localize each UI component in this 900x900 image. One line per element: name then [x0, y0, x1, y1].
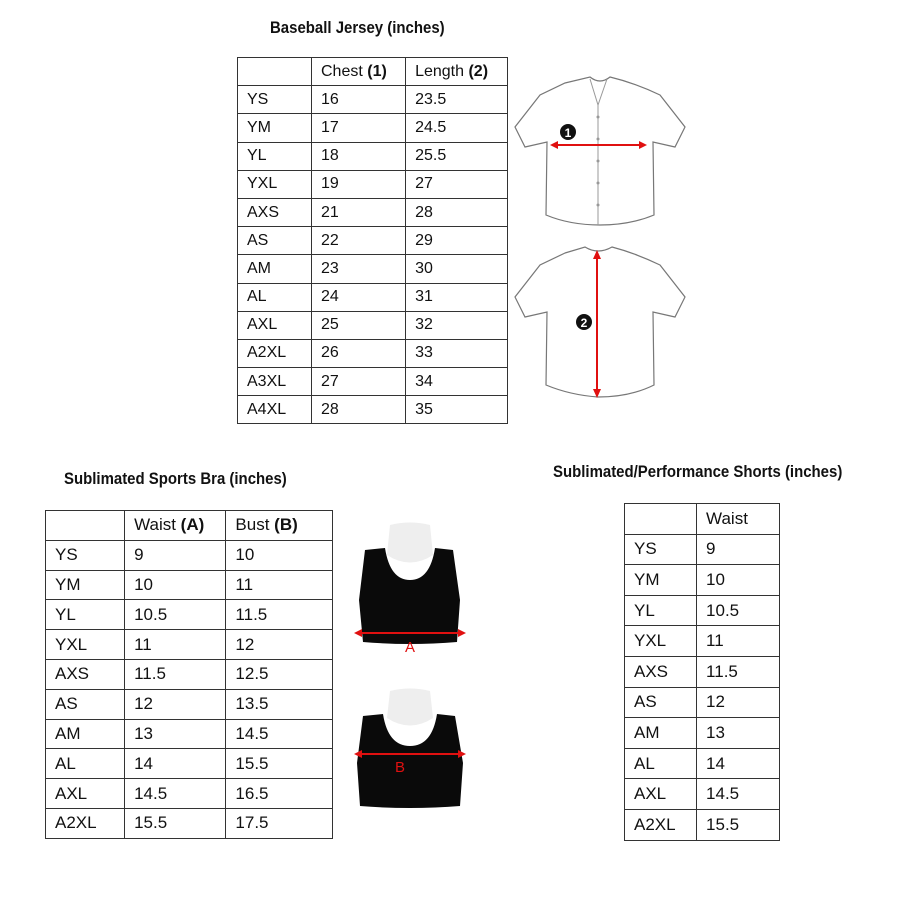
- measurement-cell: 10.5: [697, 595, 780, 626]
- table-row: [238, 198, 508, 226]
- measurement-cell: 26: [312, 339, 406, 367]
- measurement-cell: 11: [697, 626, 780, 657]
- header-label: Bust: [235, 515, 275, 535]
- size-cell: AXS: [625, 656, 697, 687]
- table-row: [625, 718, 780, 749]
- measurement-cell: 24.5: [406, 114, 508, 142]
- size-cell: YL: [238, 142, 312, 170]
- table-row: [625, 779, 780, 810]
- table-row: [238, 142, 508, 170]
- svg-text:A: A: [404, 639, 416, 655]
- measurement-cell: 31: [406, 283, 508, 311]
- size-cell: A2XL: [46, 808, 125, 838]
- size-cell: YL: [625, 595, 697, 626]
- table-row: [625, 626, 780, 657]
- measurement-cell: 33: [406, 339, 508, 367]
- table-row: [46, 749, 333, 779]
- measurement-cell: 12: [226, 630, 333, 660]
- table-row: [46, 540, 333, 570]
- measurement-cell: 15.5: [125, 808, 226, 838]
- measurement-cell: 12: [697, 687, 780, 718]
- table-row: [625, 595, 780, 626]
- shorts-size-table: [624, 503, 780, 841]
- table-header-row: [46, 511, 333, 541]
- table-row: [625, 748, 780, 779]
- measurement-cell: 9: [125, 540, 226, 570]
- table-row: [238, 255, 508, 283]
- measurement-cell: 35: [406, 396, 508, 424]
- jersey-size-table: [237, 57, 508, 424]
- measurement-cell: 28: [312, 396, 406, 424]
- measurement-cell: 11.5: [125, 659, 226, 689]
- svg-text:1: 1: [564, 126, 572, 140]
- sports-bra-bust-illustration: [345, 688, 475, 813]
- size-cell: YS: [238, 86, 312, 114]
- measurement-cell: 23: [312, 255, 406, 283]
- size-cell: AS: [46, 689, 125, 719]
- table-header-row: [625, 504, 780, 535]
- measurement-cell: 11.5: [226, 600, 333, 630]
- header-label: Chest: [321, 62, 368, 80]
- measurement-cell: 11: [125, 630, 226, 660]
- measurement-cell: 17: [312, 114, 406, 142]
- measurement-cell: 13: [125, 719, 226, 749]
- sports-bra-waist-illustration: [345, 520, 475, 655]
- size-cell: YM: [46, 570, 125, 600]
- measurement-cell: 28: [406, 198, 508, 226]
- measurement-cell: 10.5: [125, 600, 226, 630]
- size-cell: YXL: [625, 626, 697, 657]
- table-row: [238, 368, 508, 396]
- jersey-front-illustration: [510, 75, 690, 235]
- bra-title: Sublimated Sports Bra (inches): [64, 469, 287, 488]
- table-row: [238, 114, 508, 142]
- size-cell: A2XL: [238, 339, 312, 367]
- measurement-cell: 27: [406, 170, 508, 198]
- column-header: [406, 58, 508, 86]
- table-header-row: [238, 58, 508, 86]
- size-cell: A2XL: [625, 809, 697, 840]
- size-cell: YM: [625, 565, 697, 596]
- size-cell: AM: [625, 718, 697, 749]
- table-row: [46, 808, 333, 838]
- table-row: [46, 630, 333, 660]
- size-cell: YS: [46, 540, 125, 570]
- measurement-cell: 18: [312, 142, 406, 170]
- measurement-cell: 13.5: [226, 689, 333, 719]
- column-header: [46, 511, 125, 541]
- measurement-cell: 16.5: [226, 779, 333, 809]
- header-number: (1): [367, 62, 387, 80]
- size-cell: AXL: [46, 779, 125, 809]
- table-row: [625, 809, 780, 840]
- size-cell: AL: [625, 748, 697, 779]
- measurement-cell: 10: [226, 540, 333, 570]
- measurement-cell: 16: [312, 86, 406, 114]
- measurement-cell: 14.5: [125, 779, 226, 809]
- measurement-cell: 22: [312, 227, 406, 255]
- measurement-cell: 13: [697, 718, 780, 749]
- measurement-cell: 34: [406, 368, 508, 396]
- measurement-cell: 21: [312, 198, 406, 226]
- table-row: [238, 227, 508, 255]
- header-label: Waist: [134, 515, 181, 535]
- measurement-cell: 29: [406, 227, 508, 255]
- size-cell: AM: [46, 719, 125, 749]
- size-cell: AL: [46, 749, 125, 779]
- column-header: [238, 58, 312, 86]
- table-row: [238, 311, 508, 339]
- size-cell: AS: [625, 687, 697, 718]
- table-row: [46, 659, 333, 689]
- measurement-cell: 25.5: [406, 142, 508, 170]
- table-row: [46, 779, 333, 809]
- measurement-cell: 12: [125, 689, 226, 719]
- measurement-cell: 23.5: [406, 86, 508, 114]
- header-number: (A): [180, 515, 205, 535]
- shorts-title: Sublimated/Performance Shorts (inches): [553, 462, 843, 481]
- size-cell: AL: [238, 283, 312, 311]
- column-header: [312, 58, 406, 86]
- table-row: [625, 534, 780, 565]
- table-row: [238, 283, 508, 311]
- measurement-cell: 14.5: [697, 779, 780, 810]
- size-cell: AXL: [625, 779, 697, 810]
- bra-size-table: [45, 510, 333, 839]
- table-row: [46, 689, 333, 719]
- column-header: [125, 511, 226, 541]
- column-header: [226, 511, 333, 541]
- size-cell: YM: [238, 114, 312, 142]
- size-cell: AM: [238, 255, 312, 283]
- measurement-cell: 15.5: [226, 749, 333, 779]
- size-cell: AXS: [238, 198, 312, 226]
- measurement-cell: 27: [312, 368, 406, 396]
- measurement-cell: 30: [406, 255, 508, 283]
- header-number: (2): [468, 62, 489, 80]
- measurement-cell: 11.5: [697, 656, 780, 687]
- column-header: [625, 504, 697, 535]
- header-label: Waist: [706, 508, 748, 528]
- size-cell: YXL: [238, 170, 312, 198]
- table-row: [238, 170, 508, 198]
- table-row: [46, 600, 333, 630]
- table-row: [46, 570, 333, 600]
- measurement-cell: 10: [125, 570, 226, 600]
- jersey-title: Baseball Jersey (inches): [270, 18, 445, 37]
- measurement-cell: 9: [697, 534, 780, 565]
- size-cell: YXL: [46, 630, 125, 660]
- size-cell: YL: [46, 600, 125, 630]
- svg-text:B: B: [394, 759, 406, 776]
- size-cell: AXL: [238, 311, 312, 339]
- size-cell: AS: [238, 227, 312, 255]
- measurement-cell: 17.5: [226, 808, 333, 838]
- table-row: [46, 719, 333, 749]
- table-row: [625, 565, 780, 596]
- column-header: [697, 504, 780, 535]
- measurement-cell: 12.5: [226, 659, 333, 689]
- table-row: [238, 339, 508, 367]
- size-cell: A4XL: [238, 396, 312, 424]
- measurement-cell: 10: [697, 565, 780, 596]
- size-cell: AXS: [46, 659, 125, 689]
- jersey-back-illustration: [510, 245, 690, 405]
- svg-text:2: 2: [580, 316, 588, 330]
- table-row: [625, 656, 780, 687]
- measurement-cell: 19: [312, 170, 406, 198]
- measurement-cell: 11: [226, 570, 333, 600]
- measurement-cell: 15.5: [697, 809, 780, 840]
- measurement-cell: 32: [406, 311, 508, 339]
- header-label: Length: [415, 62, 469, 80]
- measurement-cell: 14: [697, 748, 780, 779]
- measurement-cell: 14.5: [226, 719, 333, 749]
- size-cell: YS: [625, 534, 697, 565]
- size-cell: A3XL: [238, 368, 312, 396]
- measurement-cell: 14: [125, 749, 226, 779]
- measurement-cell: 24: [312, 283, 406, 311]
- table-row: [238, 396, 508, 424]
- measurement-cell: 25: [312, 311, 406, 339]
- table-row: [238, 86, 508, 114]
- header-number: (B): [274, 515, 298, 535]
- table-row: [625, 687, 780, 718]
